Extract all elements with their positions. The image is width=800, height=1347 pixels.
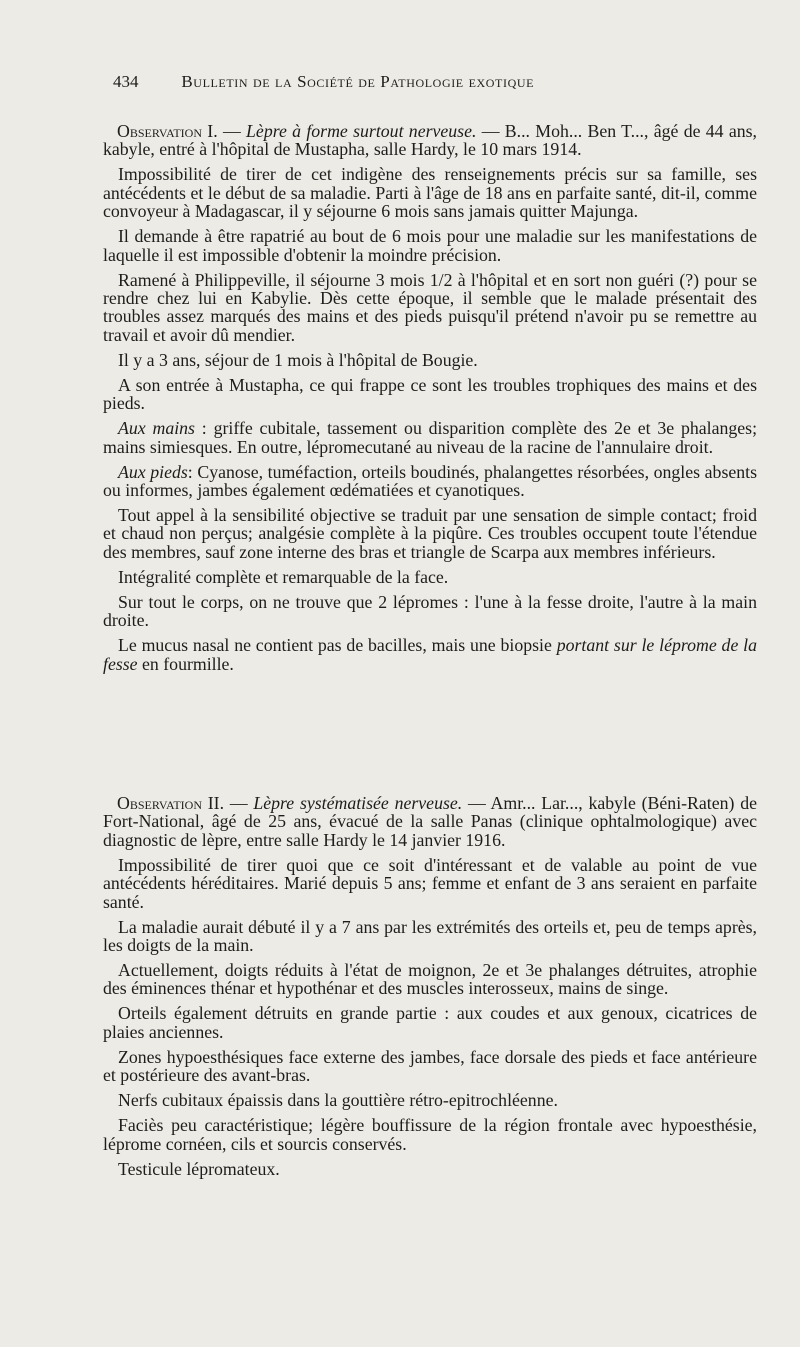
observation-1 [103, 122, 757, 680]
paragraph: Impossibilité de tirer quoi que ce soit d'intéressant et de valable au point de vue antécédents héréditaires. Marié depuis 5 ans; femme et enfant de 3 ans seraient en parfaite santé. [103, 854, 757, 912]
paragraph: Ramené à Philippeville, il séjourne 3 mois 1/2 à l'hôpital et en sort non guéri (?) pour se rendre chez lui en Kabylie. Dès cette époque, il semble que le malade présentait des troubles assez marqués des mains et des pieds puisqu'il prétend n'avoir pu se remettre au travail et avoir dû mendier. [103, 269, 757, 345]
paragraph: Impossibilité de tirer de cet indigène des renseignements précis sur sa famille, ses antécédents et le début de sa maladie. Parti à l'âge de 18 ans en parfaite santé, dit-il, comme convoyeur à Madagascar, il y séjourne 6 mois sans jamais quitter Majunga. [103, 164, 757, 222]
observation-2-heading [103, 794, 757, 849]
paragraph: Zones hypoesthésiques face externe des jambes, face dorsale des pieds et face antérieure et postérieure des avant-bras. [103, 1046, 757, 1086]
paragraph: Tout appel à la sensibilité objective se traduit par une sensation de simple contact; froid et chaud non perçus; analgésie complète à la piqûre. Ces troubles occupent toute l'étendue des membres, sauf zone interne des bras et triangle de Scarpa aux membres inférieurs. [103, 505, 757, 562]
paragraph: Il y a 3 ans, séjour de 1 mois à l'hôpital de Bougie. [118, 349, 478, 370]
paragraph: Intégralité complète et remarquable de la face. [118, 566, 449, 587]
observation-2-label: Observation II. [117, 793, 225, 813]
page-number: 434 [113, 72, 139, 91]
paragraph: Il demande à être rapatrié au bout de 6 mois pour une maladie sur les manifestations de laquelle il est impossible d'obtenir la moindre précision. [103, 226, 757, 265]
observation-1-label: Observation I. [117, 121, 218, 141]
paragraph: Sur tout le corps, on ne trouve que 2 lépromes : l'une à la fesse droite, l'autre à la main droite. [103, 591, 757, 631]
observation-1-dash: — [217, 121, 247, 141]
paragraph-body: : griffe cubitale, tassement ou disparition complète des 2e et 3e phalanges; mains simiesques. En outre, lépromecutané au niveau de la racine de l'annulaire droit. [103, 418, 758, 457]
paragraph-body: : Cyanose, tuméfaction, orteils boudinés, phalangettes résorbées, ongles absents ou informes, jambes également œdématiées et cyanotiques. [103, 461, 758, 501]
paragraph-lead: Aux pieds [118, 461, 188, 482]
observation-2-subject: — Amr... Lar..., kabyle (Béni-Raten) de Fort-National, âgé de 25 ans, évacué de la salle Panas (clinique ophtalmologique) avec diagnostic de lèpre, entre salle Hardy le 14 janvier 1916. [103, 793, 757, 850]
paragraph-body: Le mucus nasal ne contient pas de bacilles, mais une biopsie [118, 635, 557, 656]
journal-title: Bulletin de la Société de Pathologie exotique [181, 72, 535, 91]
paragraph: Testicule lépromateux. [118, 1158, 280, 1179]
observation-2-title: Lèpre systématisée nerveuse. [253, 793, 463, 813]
paragraph [103, 636, 757, 673]
paragraph-lead: Aux mains [118, 418, 195, 439]
paragraph: Nerfs cubitaux épaissis dans la gouttière rétro-epitrochléenne. [118, 1090, 558, 1111]
paragraph: Actuellement, doigts réduits à l'état de moignon, 2e et 3e phalanges détruites, atrophie des éminences thénar et hypothénar et des muscles interosseux, mains de singe. [103, 960, 757, 999]
observation-1-subject: — B... Moh... Ben T..., âgé de 44 ans, kabyle, entré à l'hôpital de Mustapha, salle Hardy, le 10 mars 1914. [103, 121, 757, 160]
observation-2 [103, 794, 757, 1185]
running-head [113, 72, 673, 92]
paragraph-emphasis: portant sur le léprome de la fesse [103, 635, 757, 674]
observation-1-title: Lèpre à forme surtout nerveuse. [246, 121, 477, 141]
paragraph: Faciès peu caractéristique; légère bouffissure de la région frontale avec hypoesthésie, léprome cornéen, cils et sourcis conservés. [103, 1115, 757, 1154]
paragraph-body: en fourmille. [137, 653, 234, 674]
paragraph: La maladie aurait débuté il y a 7 ans par les extrémités des orteils et, peu de temps après, les doigts de la main. [103, 916, 757, 956]
paragraph [103, 463, 757, 500]
paragraph: A son entrée à Mustapha, ce qui frappe ce sont les troubles trophiques des mains et des pieds. [103, 374, 757, 414]
observation-2-dash: — [224, 793, 254, 813]
paragraph: Orteils également détruits en grande partie : aux coudes et aux genoux, cicatrices de plaies anciennes. [103, 1003, 757, 1042]
observation-1-heading [103, 122, 757, 159]
paragraph [103, 419, 757, 456]
